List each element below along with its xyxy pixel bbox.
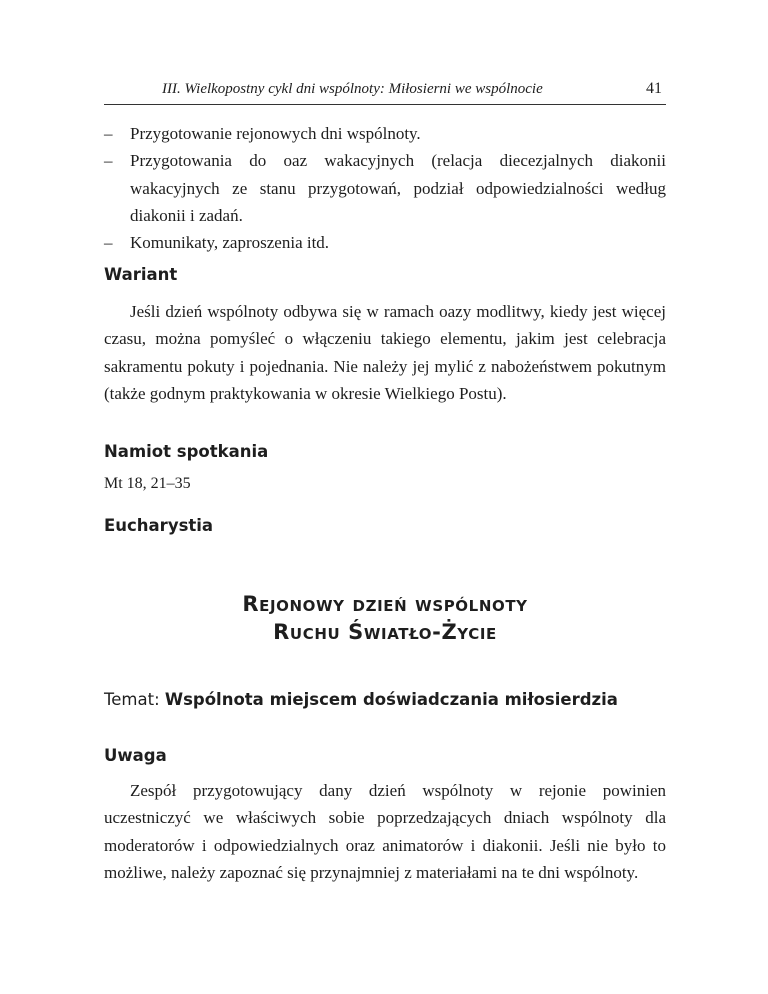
section-heading-eucharystia: Eucharystia [104, 516, 214, 535]
page-number: 41 [646, 80, 662, 97]
book-page [104, 0, 666, 994]
wariant-paragraph: Jeśli dzień wspólnoty odbywa się w ramach oazy modlitwy, kiedy jest więcej czasu, można pomyśleć o włączeniu takiego elementu, jakim jest celebracja sakramentu pokuty i pojednania. Nie należy jej mylić z nabożeństwem pokutnym (także godnym praktykowania w okresie Wielkiego Postu). [104, 302, 666, 403]
theme-line [104, 690, 666, 709]
chapter-title [104, 590, 666, 646]
list-dash: – [104, 124, 113, 143]
list-dash: – [104, 151, 113, 171]
scripture-reference: Mt 18, 21–35 [104, 475, 191, 492]
running-header [104, 80, 666, 105]
running-title: III. Wielkopostny cykl dni wspólnoty: Miłosierni we wspólnocie [162, 81, 543, 97]
theme-value: Wspólnota miejscem doświadczania miłosierdzia [164, 690, 618, 709]
list-item [104, 147, 666, 229]
list-item-text: Przygotowania do oaz wakacyjnych (relacja diecezjalnych diakonii wakacyjnych ze stanu przygotowań, podział odpowiedzialności według diakonii i zadań. [130, 151, 666, 225]
list-item-text: Komunikaty, zaproszenia itd. [130, 233, 330, 253]
chapter-title-line: Rejonowy dzień wspólnoty [242, 592, 528, 616]
uwaga-paragraph: Zespół przygotowujący dany dzień wspólnoty w rejonie powinien uczestniczyć we właściwych sobie poprzedzających dniach wspólnoty dla moderatorów i odpowiedzialnych oraz animatorów i diakonii. Jeśli nie było to możliwe, należy zapoznać się przynajmniej z materiałami na te dni wspólnoty. [104, 781, 666, 882]
list-dash: – [104, 233, 113, 253]
section-heading-wariant: Wariant [104, 265, 178, 284]
list-item-text: Przygotowanie rejonowych dni wspólnoty. [130, 124, 421, 143]
agenda-list [104, 120, 666, 256]
section-heading-uwaga: Uwaga [104, 746, 167, 765]
list-item [104, 120, 666, 147]
chapter-title-line: Ruchu Światło-Życie [273, 620, 497, 644]
section-heading-namiot: Namiot spotkania [104, 442, 269, 461]
theme-label: Temat: [104, 690, 165, 709]
list-item [104, 229, 666, 256]
